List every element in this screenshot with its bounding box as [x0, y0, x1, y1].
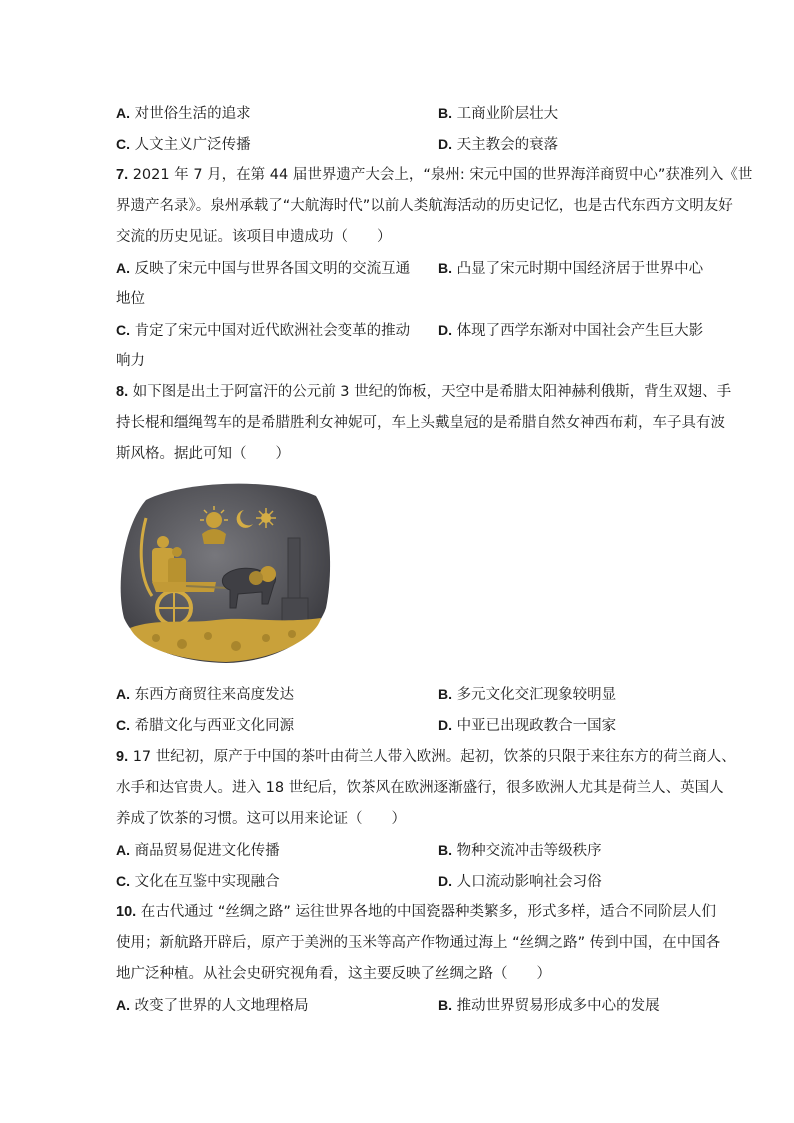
- q9-option-b[interactable]: B. 物种交流冲击等级秩序: [438, 842, 602, 859]
- q10-option-a[interactable]: A. 改变了世界的人文地理格局: [116, 997, 309, 1014]
- q7-option-d[interactable]: D. 体现了西学东渐对中国社会产生巨大影: [438, 322, 704, 339]
- q9-stem-line-1: 9. 17 世纪初，原产于中国的茶叶由荷兰人带入欧洲。起初，饮茶的只限于来往东方的荷兰商人、: [116, 749, 736, 765]
- q7-option-b-continued: 地位: [116, 291, 145, 307]
- cybele-plaque-image: [116, 478, 336, 664]
- q9-option-c[interactable]: C. 文化在互鉴中实现融合: [116, 873, 280, 890]
- q9-option-a[interactable]: A. 商品贸易促进文化传播: [116, 842, 280, 859]
- q8-option-b[interactable]: B. 多元文化交汇现象较明显: [438, 686, 617, 703]
- q10-option-b[interactable]: B. 推动世界贸易形成多中心的发展: [438, 997, 660, 1014]
- q6-option-b[interactable]: B. 工商业阶层壮大: [438, 105, 559, 122]
- q8-option-a[interactable]: A. 东西方商贸往来高度发达: [116, 686, 295, 703]
- q7-option-d-continued: 响力: [116, 353, 145, 369]
- q7-stem-line-1: 7. 2021 年 7 月，在第 44 届世界遗产大会上，“泉州: 宋元中国的世界海洋商贸中心”获准列入《世: [116, 167, 753, 183]
- q8-stem-line-1: 8. 如下图是出土于阿富汗的公元前 3 世纪的饰板，天空中是希腊太阳神赫利俄斯，背生双翅、手: [116, 384, 732, 400]
- q7-option-c[interactable]: C. 肯定了宋元中国对近代欧洲社会变革的推动: [116, 322, 411, 339]
- q6-option-d[interactable]: D. 天主教会的衰落: [438, 136, 559, 153]
- q8-stem-line-2: 持长棍和缰绳驾车的是希腊胜利女神妮可，车上头戴皇冠的是希腊自然女神西布莉，车子具有波: [116, 415, 725, 431]
- q10-stem-line-2: 使用；新航路开辟后，原产于美洲的玉米等高产作物通过海上 “丝绸之路” 传到中国，在中国各: [116, 935, 721, 951]
- q8-stem-line-3: 斯风格。据此可知（ ）: [116, 446, 290, 462]
- q8-option-d[interactable]: D. 中亚已出现政教合一国家: [438, 717, 617, 734]
- q8-option-c[interactable]: C. 希腊文化与西亚文化同源: [116, 717, 295, 734]
- q10-stem-line-1: 10. 在古代通过 “丝绸之路” 运往世界各地的中国瓷器种类繁多，形式多样，适合不同阶层人们: [116, 904, 717, 920]
- q9-stem-line-3: 养成了饮茶的习惯。这可以用来论证（ ）: [116, 811, 406, 827]
- q9-stem-line-2: 水手和达官贵人。进入 18 世纪后，饮茶风在欧洲逐渐盛行，很多欧洲人尤其是荷兰人、英国人: [116, 780, 724, 796]
- q7-stem-line-2: 界遗产名录》。泉州承载了“大航海时代”以前人类航海活动的历史记忆，也是古代东西方文明友好: [116, 198, 733, 214]
- q10-stem-line-3: 地广泛种植。从社会史研究视角看，这主要反映了丝绸之路（ ）: [116, 966, 551, 982]
- q7-stem-line-3: 交流的历史见证。该项目申遗成功（ ）: [116, 229, 392, 245]
- q7-option-a[interactable]: A. 反映了宋元中国与世界各国文明的交流互通: [116, 260, 411, 277]
- star-icon: [256, 508, 276, 528]
- q6-option-a[interactable]: A. 对世俗生活的追求: [116, 105, 251, 122]
- q9-option-d[interactable]: D. 人口流动影响社会习俗: [438, 873, 602, 890]
- q7-option-b[interactable]: B. 凸显了宋元时期中国经济居于世界中心: [438, 260, 704, 277]
- q6-option-c[interactable]: C. 人文主义广泛传播: [116, 136, 251, 153]
